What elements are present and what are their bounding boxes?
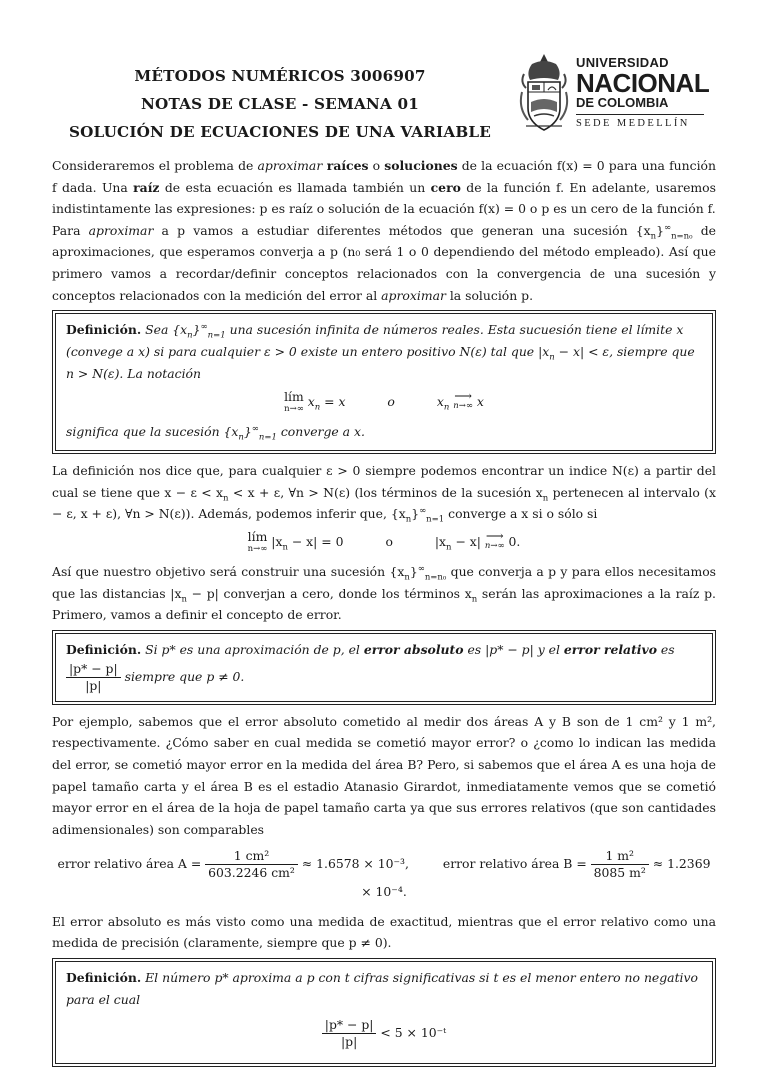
paragraph-objective: Así que nuestro objetivo será construir una sucesión $\{x_n\}^\infty_{n=n_0}$ que converja a p y para ellos necesitamos que las distancias $|x_n - p|$ converjan a cero, donde los términos $x_n$ serán las aproximaciones a la raíz p. Primero, vamos a definir el concepto de error. — [52, 563, 717, 623]
relative-error-example-equation: error relativo área A = $\frac{\text{1 cm²}}{\text{603.2246 cm²}}$ ≈ 1.6578 × 10⁻³, error relativo área B = $\frac{\text{1 m²}}{\text{8085 m²}}$ ≈ 1.2369 × 10⁻⁴. — [57, 848, 711, 900]
paragraph-intro: Consideraremos el problema de aproximar raíces o soluciones de la ecuación f(x) = 0 para una función f dada. Una raíz de esta ecuación es llamada también un cero de la función f. En adelante, usaremos indistintamente las expresiones: p es raíz o solución de la ecuación f(x) = 0 o p es un cero de la función f. — [52, 158, 716, 217]
definition-limit-box: Definición. Sea $\{x_n\}^\infty_{n=1}$ una sucesión infinita de números reales. Esta sucuesión tiene el límite x (convege a x) si para cualquier ε > 0 existe un entero positivo N(ε) tal que $|x_n - x| < \varepsilon$, siempre que n > N(ε). La notación lím n→∞ $x_n = x$ o $x_n$ ⟶ n→∞ x significa que la sucesión $\{x_n\}^\infty_{n=1}$ converge a x. — [55, 313, 713, 451]
limit-notation-equation: lím n→∞ $x_n = x$ o $x_n$ ⟶ n→∞ x — [284, 388, 484, 415]
paragraph-definition-meaning: La definición nos dice que, para cualquier ε > 0 siempre podemos encontrar un indice N(ε) a partir del cual se tiene que $x - \varepsilon < x_n < x + \varepsilon$, ∀n > N(ε) (los términos de la sucesión $x_n$ pertenecen al intervalo (x − ε, x + ε), ∀n > N(ε)). Además, podemos inferir que, $\{x_n\}^\infty_{n=1}$ converge a x si o sólo si — [52, 463, 716, 525]
page-header — [0, 0, 768, 150]
university-seal-icon — [518, 52, 570, 134]
definition-significant-digits-box: Definición. El número p* aproxima a p con t cifras significativas si t es el menor entero no negativo para el cual $\frac{|p* - p|}{|p|}$ < 5 × 10⁻ᵗ — [55, 961, 713, 1064]
logo-line-sede: SEDE MEDELLÍN — [576, 118, 690, 129]
definition-label: Definición. — [66, 641, 142, 657]
significant-digits-inequality: $\frac{|p* - p|}{|p|}$ < 5 × 10⁻ᵗ — [66, 1017, 702, 1050]
paragraph-example: Por ejemplo, sabemos que el error absoluto cometido al medir dos áreas A y B son de 1 cm² y 1 m², respectivamente. ¿Cómo saber en cual medida se cometió mayor error? o ¿como lo indican las medida del error, se cometió mayor error en la medida del área B? Pero, si sabemos que el área A es una hoja de papel tamaño carta y el área B es el estadio Atanasio Girardot, inmediatamente vemos que se cometió mayor error en el área de la hoja de papel tamaño carta ya que sus errores relativos (que son cantidades adimensionales) son comparables — [52, 713, 716, 837]
notes-title: NOTAS DE CLASE - SEMANA 01 — [140, 95, 420, 113]
logo-divider — [576, 114, 704, 115]
paragraph-methods: Para aproximar a p vamos a estudiar diferentes métodos que generan una sucesión $\{x_n\}^\infty_{n=n_0}$ de aproximaciones, que esperamos converja a p (n₀ será 1 o 0 dependiendo del método empleado). Así que primero vamos a recordar/definir conceptos relacionados con la convergencia de una sucesión y conceptos relacionados con la medición del error al aproximar la solución p. — [52, 222, 716, 303]
logo-line-colombia: DE COLOMBIA — [576, 95, 669, 110]
topic-title: SOLUCIÓN DE ECUACIONES DE UNA VARIABLE — [68, 123, 492, 141]
definition-label: Definición. — [66, 322, 142, 338]
logo-wordmark — [576, 56, 708, 130]
convergence-equation: lím n→∞ $|x_n - x| = 0$ o $|x_n - x|$ ⟶ n→∞ 0. — [247, 527, 521, 554]
document-body — [52, 155, 716, 1073]
definition-label: Definición. — [66, 970, 142, 986]
relative-error-fraction: $\frac{|p* - p|}{|p|}$ — [66, 661, 121, 694]
logo-line-universidad: UNIVERSIDAD — [576, 55, 669, 70]
definition-error-box: Definición. Si p* es una aproximación de p, el error absoluto es |p* − p| y el error relativo es $\frac{|p* - p|}{|p|}$ siempre que p ≠ 0. — [55, 633, 713, 702]
logo-line-nacional: NACIONAL — [576, 68, 710, 98]
title-block — [60, 62, 500, 146]
paragraph-accuracy-precision: El error absoluto es más visto como una medida de exactitud, mientras que el error relativo como una medida de precisión (claramente, siempre que p ≠ 0). — [52, 913, 716, 951]
course-title: MÉTODOS NUMÉRICOS 3006907 — [134, 67, 426, 85]
university-logo — [518, 52, 708, 134]
